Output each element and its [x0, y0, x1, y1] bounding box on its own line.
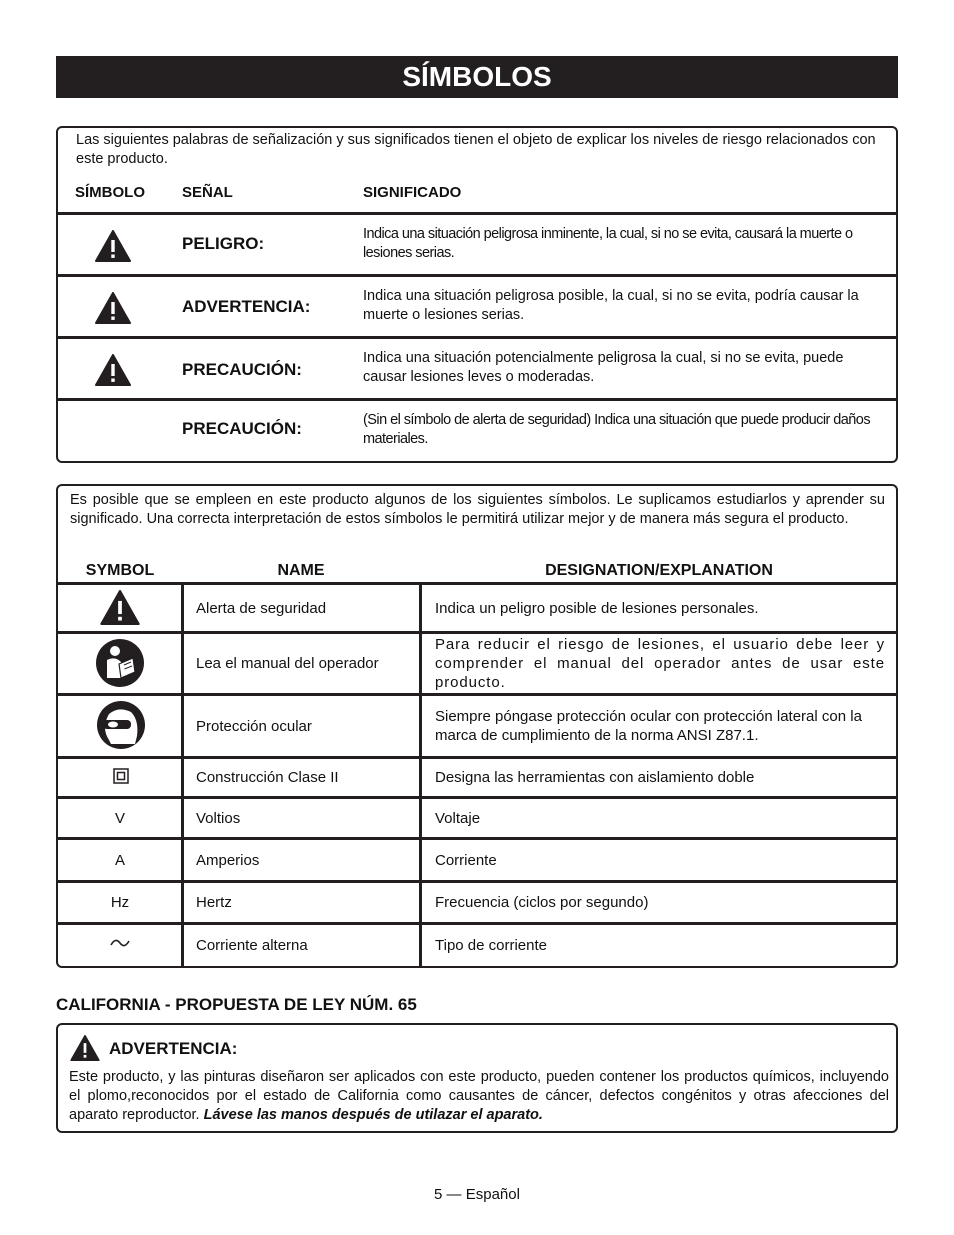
signal-advertencia: ADVERTENCIA:	[182, 297, 311, 316]
header-designation: DESIGNATION/EXPLANATION	[545, 562, 773, 579]
warning-triangle-icon	[95, 230, 131, 262]
signal-precaucion: PRECAUCIÓN:	[182, 360, 302, 379]
symbol-text: A	[114, 851, 125, 869]
read-manual-icon	[95, 638, 145, 688]
symbols-intro: Es posible que se empleen en este producto algunos de los siguientes símbolos. Le suplicamos estudiarlos y aprender su significado. Una correcta interpretación de estos símbolos le permitirá utilizar mejor y de manera más segura el producto.	[70, 492, 885, 527]
symbol-designation: Corriente	[435, 851, 497, 869]
meaning-peligro: Indica una situación peligrosa inminente, la cual, si no se evita, causará la muerte o lesiones serias.	[363, 226, 853, 261]
symbol-name: Protección ocular	[196, 717, 312, 735]
header-symbol: SYMBOL	[85, 562, 155, 579]
header-meaning: SIGNIFICADO	[363, 184, 462, 201]
warning-text: Este producto, y las pinturas diseñaron ser aplicados con este producto, pueden contener los productos químicos, incluyendo el plomo,reconocidos por el estado de California como causantes de cáncer, defectos congénitos y otras afecciones del aparato reproductor.	[69, 1069, 889, 1123]
california-title: CALIFORNIA - PROPUESTA DE LEY NÚM. 65	[56, 995, 417, 1014]
symbol-name: Amperios	[196, 851, 260, 869]
header-signal: SEÑAL	[182, 184, 233, 201]
symbol-designation: Designa las herramientas con aislamiento doble	[435, 769, 755, 786]
symbol-name: Lea el manual del operador	[196, 655, 379, 672]
signal-words-panel	[56, 126, 898, 463]
alternating-current-icon	[110, 938, 130, 948]
signal-precaucion-no-symbol: PRECAUCIÓN:	[182, 419, 302, 438]
warning-triangle-icon	[95, 354, 131, 386]
header-name: NAME	[277, 562, 325, 579]
symbol-designation: Para reducir el riesgo de lesiones, el usuario debe leer y comprender el manual del operador antes de usar este producto.	[435, 636, 885, 691]
warning-triangle-icon	[70, 1035, 100, 1061]
warning-emphasis: Lávese las manos después de utilazar el aparato.	[203, 1107, 543, 1123]
symbol-designation: Tipo de corriente	[435, 937, 548, 954]
signal-peligro: PELIGRO:	[182, 234, 265, 253]
meaning-precaucion: Indica una situación potencialmente peligrosa la cual, si no se evita, puede causar lesiones leves o moderadas.	[363, 350, 844, 385]
meaning-advertencia: Indica una situación peligrosa posible, la cual, si no se evita, podría causar la muerte o lesiones serias.	[363, 288, 859, 323]
symbol-designation: Siempre póngase protección ocular con protección lateral con la marca de cumplimiento de la norma ANSI Z87.1.	[435, 708, 862, 744]
symbol-designation: Indica un peligro posible de lesiones personales.	[435, 599, 759, 617]
warning-triangle-icon	[100, 590, 140, 625]
page-title: SÍMBOLOS	[56, 56, 898, 98]
symbol-name: Corriente alterna	[196, 937, 308, 954]
page-footer: 5 — Español	[434, 1186, 520, 1203]
warning-label: ADVERTENCIA:	[109, 1039, 238, 1058]
symbol-name: Alerta de seguridad	[196, 599, 327, 617]
symbol-designation: Frecuencia (ciclos por segundo)	[435, 894, 649, 911]
eye-protection-icon	[95, 700, 147, 750]
double-square-icon	[113, 768, 129, 784]
symbol-text: V	[114, 809, 125, 827]
header-symbol: SÍMBOLO	[75, 184, 145, 201]
symbol-text: Hz	[110, 894, 130, 911]
symbol-name: Hertz	[196, 894, 232, 911]
symbol-name: Construcción Clase II	[196, 769, 339, 786]
symbols-panel	[56, 484, 898, 968]
california-warning-panel	[56, 1023, 898, 1133]
california-warning-text	[69, 1068, 889, 1125]
warning-triangle-icon	[95, 292, 131, 324]
meaning-precaucion-no-symbol: (Sin el símbolo de alerta de seguridad) Indica una situación que puede producir daños materiales.	[363, 412, 871, 447]
signal-words-intro: Las siguientes palabras de señalización y sus significados tienen el objeto de explicar los niveles de riesgo relacionados con este producto.	[76, 132, 876, 167]
symbol-name: Voltios	[196, 809, 241, 827]
symbol-designation: Voltaje	[435, 809, 481, 827]
